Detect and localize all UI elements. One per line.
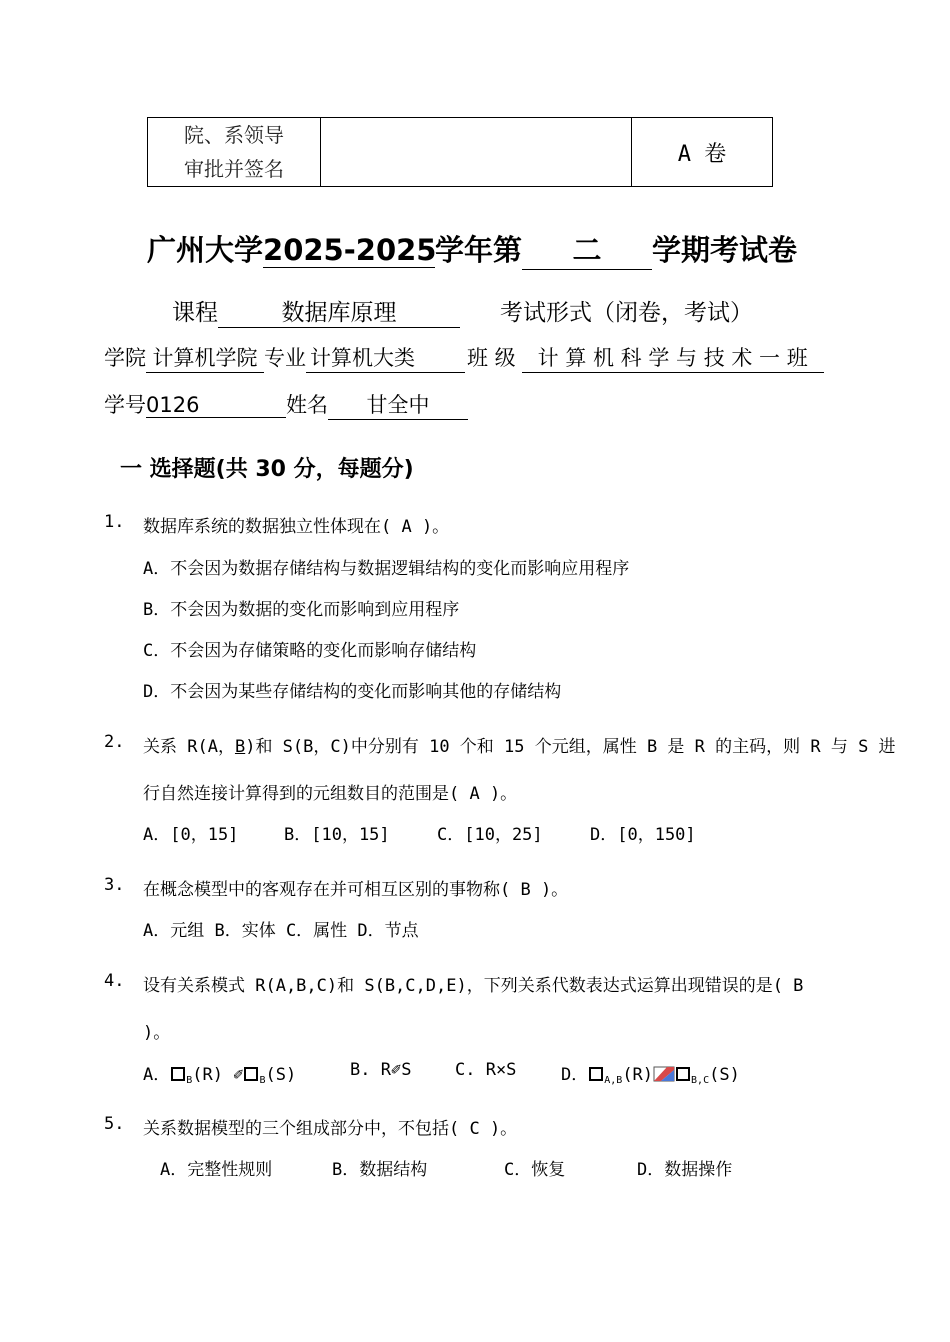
question-5 bbox=[0, 1114, 950, 1138]
title-mid: 学年第 bbox=[435, 233, 523, 267]
subscript: A,B bbox=[604, 1075, 623, 1086]
exam-form: 考试形式（闭卷，考试） bbox=[500, 300, 753, 326]
q1-option-d: D．不会因为某些存储结构的变化而影响其他的存储结构 bbox=[143, 682, 562, 702]
q5-option-c: C．恢复 bbox=[504, 1160, 566, 1180]
question-text: 在概念模型中的客观存在并可相互区别的事物称( B )。 bbox=[143, 880, 569, 900]
projection-symbol-icon bbox=[589, 1067, 603, 1081]
question-2 bbox=[0, 732, 950, 756]
id-value: 0126 bbox=[146, 393, 286, 418]
option-text: B. R bbox=[350, 1060, 391, 1080]
college-label: 学院 bbox=[104, 346, 146, 370]
operand: (S) bbox=[265, 1065, 297, 1085]
q1-option-a: A．不会因为数据存储结构与数据逻辑结构的变化而影响应用程序 bbox=[143, 559, 630, 579]
signature-cell[interactable] bbox=[321, 118, 632, 187]
student-line-1 bbox=[104, 342, 824, 373]
option-letter: A． bbox=[143, 1065, 171, 1085]
question-3 bbox=[0, 875, 950, 899]
question-text: 关系数据模型的三个组成部分中，不包括( C )。 bbox=[143, 1119, 518, 1139]
q5-option-d: D．数据操作 bbox=[637, 1160, 733, 1180]
q4-text-line-2: )。 bbox=[143, 1023, 171, 1043]
question-text: 数据库系统的数据独立性体现在( A )。 bbox=[143, 517, 450, 537]
q5-option-a: A．完整性规则 bbox=[160, 1160, 273, 1180]
q2-text-part-c: )和 S(B，C)中分别有 10 个和 15 个元组，属性 B 是 R 的主码，则 R 与 S 进 bbox=[245, 737, 896, 757]
subscript: B bbox=[259, 1075, 266, 1086]
title-term: 二 bbox=[522, 228, 652, 270]
q2-option-c: C．[10，25] bbox=[437, 825, 543, 845]
q4-option-d bbox=[561, 1060, 740, 1086]
q3-options: A．元组 B．实体 C．属性 D．节点 bbox=[143, 921, 419, 941]
q2-text-part-a: 关系 R(A， bbox=[143, 737, 235, 757]
q1-option-c: C．不会因为存储策略的变化而影响存储结构 bbox=[143, 641, 477, 661]
question-4 bbox=[0, 971, 950, 995]
name-value: 甘全中 bbox=[328, 389, 468, 420]
q2-option-a: A．[0，15] bbox=[143, 825, 239, 845]
exam-title bbox=[147, 228, 797, 270]
projection-symbol-icon bbox=[676, 1067, 690, 1081]
q2-text-part-b: B bbox=[234, 737, 246, 757]
id-label: 学号 bbox=[104, 393, 146, 417]
section-heading: 一 选择题(共 30 分，每题分) bbox=[120, 457, 414, 482]
major-label: 专业 bbox=[264, 346, 306, 370]
course-line bbox=[172, 294, 460, 328]
q2-option-b: B．[10，15] bbox=[284, 825, 390, 845]
operand: S bbox=[401, 1060, 412, 1080]
join-symbol-icon: ✐ bbox=[390, 1060, 402, 1080]
college-value: 计算机学院 bbox=[146, 342, 264, 373]
course-label: 课程 bbox=[172, 300, 218, 326]
question-text: 设有关系模式 R(A,B,C)和 S(B,C,D,E)，下列关系代数表达式运算出现错误的是( B bbox=[143, 976, 804, 996]
operand: (R) bbox=[192, 1065, 234, 1085]
title-university: 广州大学 bbox=[147, 233, 264, 267]
question-number: 5. bbox=[104, 1114, 125, 1134]
q4-option-b bbox=[350, 1060, 411, 1080]
question-1 bbox=[0, 512, 950, 536]
question-number: 4. bbox=[104, 971, 125, 991]
approval-table bbox=[147, 117, 773, 187]
option-letter: D． bbox=[561, 1065, 589, 1085]
operand: (S) bbox=[709, 1065, 740, 1085]
q2-option-d: D．[0，150] bbox=[590, 825, 696, 845]
subscript: B bbox=[186, 1075, 193, 1086]
projection-symbol-icon bbox=[171, 1067, 185, 1081]
broken-image-icon bbox=[653, 1066, 675, 1082]
question-number: 3. bbox=[104, 875, 125, 895]
name-label: 姓名 bbox=[286, 393, 328, 417]
approval-label-line1: 院、系领导 bbox=[184, 123, 284, 147]
major-value: 计算机大类 bbox=[306, 342, 465, 373]
question-number: 1. bbox=[104, 512, 125, 532]
projection-symbol-icon bbox=[244, 1067, 258, 1081]
class-value: 计 算 机 科 学 与 技 术 一 班 bbox=[522, 342, 824, 373]
paper-version-cell: A 卷 bbox=[632, 118, 773, 187]
student-line-2 bbox=[104, 389, 468, 420]
title-years: 2025-2025 bbox=[263, 233, 437, 267]
course-name: 数据库原理 bbox=[218, 294, 460, 328]
approval-label-cell bbox=[148, 118, 321, 187]
q2-text-line-2: 行自然连接计算得到的元组数目的范围是( A )。 bbox=[143, 784, 518, 804]
q4-option-a bbox=[143, 1060, 296, 1086]
title-end: 学期考试卷 bbox=[652, 233, 798, 267]
subscript: B,C bbox=[691, 1075, 710, 1086]
class-label: 班 级 bbox=[467, 346, 516, 370]
operand: (R) bbox=[622, 1065, 654, 1085]
q1-option-b: B．不会因为数据的变化而影响到应用程序 bbox=[143, 600, 460, 620]
question-text bbox=[143, 732, 896, 757]
q4-option-c: C. R×S bbox=[455, 1060, 517, 1080]
q5-option-b: B．数据结构 bbox=[332, 1160, 428, 1180]
approval-label-line2: 审批并签名 bbox=[184, 157, 284, 181]
join-symbol-icon: ✐ bbox=[233, 1065, 244, 1085]
question-number: 2. bbox=[104, 732, 125, 752]
